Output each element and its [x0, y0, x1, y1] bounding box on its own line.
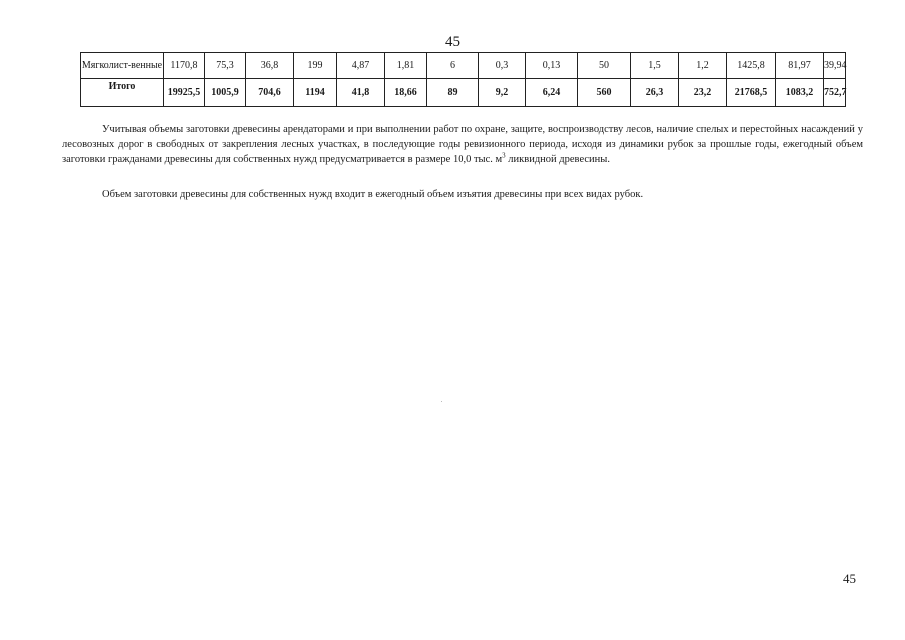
table-cell: 23,2 [679, 79, 727, 107]
table-cell: 50 [578, 53, 631, 79]
table-cell: 1083,2 [776, 79, 824, 107]
table-cell: 36,8 [246, 53, 294, 79]
paragraph-1-end: ликвидной древесины. [505, 154, 610, 165]
table-cell: 1,2 [679, 53, 727, 79]
table-row-softwood [81, 53, 846, 79]
table-cell: 18,66 [385, 79, 427, 107]
table-cell: 9,2 [479, 79, 526, 107]
row-label: Итого [81, 79, 164, 107]
table-cell: 0,13 [526, 53, 578, 79]
table-cell: 1425,8 [727, 53, 776, 79]
page-number-top: 45 [445, 34, 460, 50]
table-cell: 6,24 [526, 79, 578, 107]
paragraph-own-needs: Объем заготовки древесины для собственных нужд входит в ежегодный объем изъятия древесины при всех видах рубок. [102, 189, 644, 200]
table-cell: 81,97 [776, 53, 824, 79]
table-cell: 560 [578, 79, 631, 107]
table-cell: 75,3 [205, 53, 246, 79]
table-cell: 19925,5 [164, 79, 205, 107]
table-cell: 41,8 [337, 79, 385, 107]
scan-speck [441, 401, 442, 402]
table-cell: 1,5 [631, 53, 679, 79]
table-cell: 89 [427, 79, 479, 107]
table-cell: 39,94 [824, 53, 846, 79]
data-table [80, 52, 846, 107]
paragraph-1-superscript: 3 [502, 151, 506, 160]
table-cell: 704,6 [246, 79, 294, 107]
table-cell: 1005,9 [205, 79, 246, 107]
table-cell: 21768,5 [727, 79, 776, 107]
table-body [81, 53, 846, 107]
paragraph-harvest-volume [62, 122, 863, 167]
page-number-bottom: 45 [843, 571, 856, 586]
table-cell: 1170,8 [164, 53, 205, 79]
table-cell: 6 [427, 53, 479, 79]
table-cell: 26,3 [631, 79, 679, 107]
table-cell: 0,3 [479, 53, 526, 79]
table-cell: 199 [294, 53, 337, 79]
table-cell: 1194 [294, 79, 337, 107]
table-cell: 752,7 [824, 79, 846, 107]
paragraph-1-text: Учитывая объемы заготовки древесины арендаторами и при выполнении работ по охране, защите, воспроизводству лесов, наличие спелых и перестойных насаждений у лесовозных дорог в свободных от закрепления лесных участках, в последующие годы ревизионного периода, исходя из динамики рубок за прошлые годы, ежегодный объем заготовки гражданами древесины для собственных нужд предусматривается в размере 10,0 тыс. м [62, 124, 863, 165]
table-row-total [81, 79, 846, 107]
table-cell: 4,87 [337, 53, 385, 79]
row-label: Мягколист-венные [81, 53, 164, 79]
table-cell: 1,81 [385, 53, 427, 79]
